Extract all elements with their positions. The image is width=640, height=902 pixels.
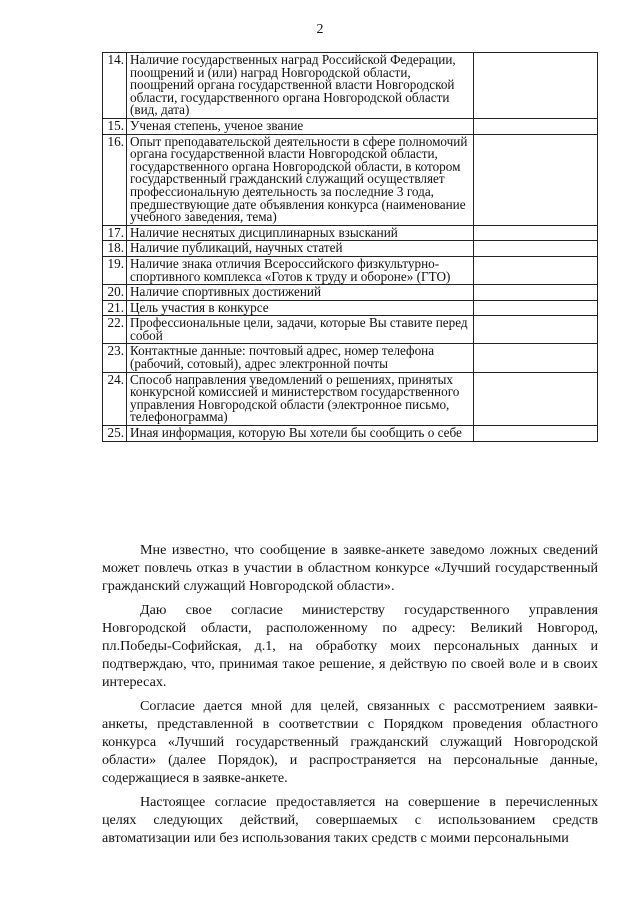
questionnaire-table	[102, 52, 598, 442]
answer-cell[interactable]	[474, 241, 598, 257]
table-row	[103, 134, 598, 225]
row-number: 17.	[103, 225, 127, 241]
row-number: 23.	[103, 344, 127, 372]
table-row	[103, 372, 598, 425]
table-row	[103, 426, 598, 442]
table-row	[103, 285, 598, 301]
answer-cell[interactable]	[474, 316, 598, 344]
answer-cell[interactable]	[474, 285, 598, 301]
row-label: Наличие государственных наград Российской Федерации, поощрений и (или) наград Новгородской области, поощрений органа государственной власти Новгородской области, государственного органа Новгородской области (вид, дата)	[127, 53, 474, 119]
answer-cell[interactable]	[474, 53, 598, 119]
row-number: 22.	[103, 316, 127, 344]
row-label: Наличие публикаций, научных статей	[127, 241, 474, 257]
row-label: Наличие спортивных достижений	[127, 285, 474, 301]
row-label: Иная информация, которую Вы хотели бы сообщить о себе	[127, 426, 474, 442]
row-label: Наличие неснятых дисциплинарных взысканий	[127, 225, 474, 241]
answer-cell[interactable]	[474, 344, 598, 372]
table-row	[103, 316, 598, 344]
row-label: Способ направления уведомлений о решениях, принятых конкурсной комиссией и министерством государственного управления Новгородской области (электронное письмо, телефонограмма)	[127, 372, 474, 425]
table-row	[103, 225, 598, 241]
answer-cell[interactable]	[474, 134, 598, 225]
row-number: 25.	[103, 426, 127, 442]
row-number: 16.	[103, 134, 127, 225]
row-label: Контактные данные: почтовый адрес, номер телефона (рабочий, сотовый), адрес электронной почты	[127, 344, 474, 372]
consent-text	[102, 541, 598, 852]
row-label: Наличие знака отличия Всероссийского физкультурно-спортивного комплекса «Готов к труду и обороне» (ГТО)	[127, 256, 474, 284]
table-row	[103, 344, 598, 372]
row-label: Ученая степень, ученое звание	[127, 118, 474, 134]
row-number: 19.	[103, 256, 127, 284]
row-number: 21.	[103, 300, 127, 316]
table-row	[103, 256, 598, 284]
table-row	[103, 53, 598, 119]
row-number: 15.	[103, 118, 127, 134]
answer-cell[interactable]	[474, 256, 598, 284]
paragraph-consent-ministry: Даю свое согласие министерству государственного управления Новгородской области, расположенному по адресу: Великий Новгород, пл.Победы-Софийская, д.1, на обработку моих персональных данных и подтверждаю, что, принимая такое решение, я действую по своей воле и в своих интересах.	[102, 601, 598, 691]
row-label: Цель участия в конкурсе	[127, 300, 474, 316]
answer-cell[interactable]	[474, 300, 598, 316]
paragraph-false-info-warning: Мне известно, что сообщение в заявке-анкете заведомо ложных сведений может повлечь отказ в участии в областном конкурсе «Лучший государственный гражданский служащий Новгородской области».	[102, 542, 598, 595]
table-row	[103, 241, 598, 257]
answer-cell[interactable]	[474, 118, 598, 134]
row-number: 24.	[103, 372, 127, 425]
page-number: 2	[316, 22, 324, 37]
row-label: Профессиональные цели, задачи, которые Вы ставите перед собой	[127, 316, 474, 344]
table-row	[103, 300, 598, 316]
paragraph-consent-purpose: Согласие дается мной для целей, связанных с рассмотрением заявки-анкеты, представленной в соответствии с Порядком проведения областного конкурса «Лучший государственный гражданский служащий Новгородской области» (далее Порядок), и распространяется на персональные данные, содержащиеся в заявке-анкете.	[102, 697, 598, 787]
answer-cell[interactable]	[474, 426, 598, 442]
row-number: 20.	[103, 285, 127, 301]
answer-cell[interactable]	[474, 372, 598, 425]
answer-cell[interactable]	[474, 225, 598, 241]
paragraph-consent-actions: Настоящее согласие предоставляется на совершение в перечисленных целях следующих действий, совершаемых с использованием средств автоматизации или без использования таких средств с моими персональными	[102, 793, 598, 847]
row-label: Опыт преподавательской деятельности в сфере полномочий органа государственной власти Новгородской области, государственного органа Новгородской области, в котором государственный гражданский служащий осуществляет профессиональную деятельность за последние 3 года, предшествующие дате объявления конкурса (наименование учебного заведения, тема)	[127, 134, 474, 225]
row-number: 18.	[103, 241, 127, 257]
row-number: 14.	[103, 53, 127, 119]
table-row	[103, 118, 598, 134]
